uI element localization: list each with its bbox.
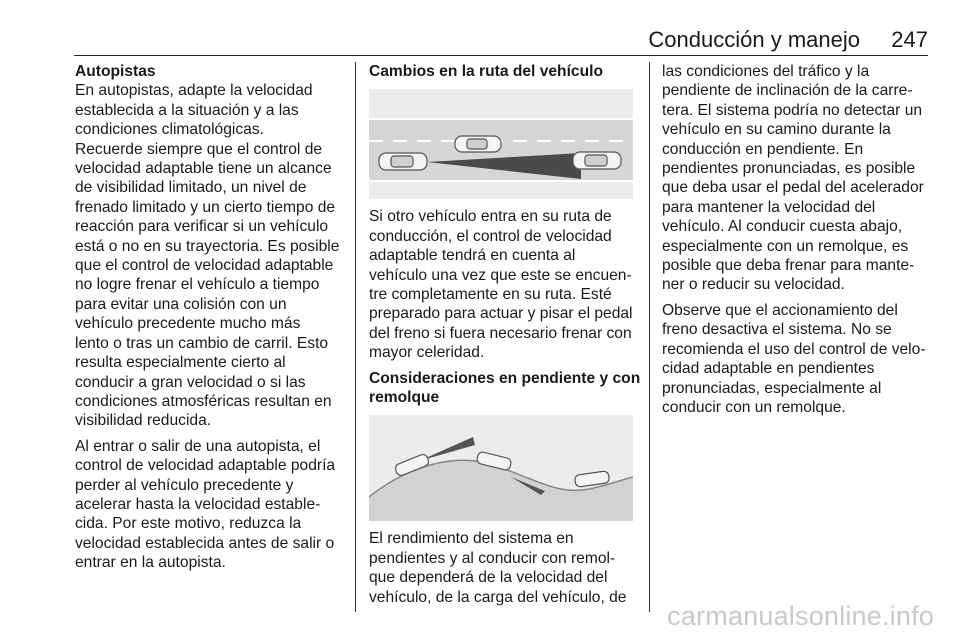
text-line: visibilidad reducida. (75, 412, 212, 430)
text-line: Observe que el accionamiento del (662, 301, 898, 319)
column-divider (355, 62, 356, 612)
car-own (379, 153, 427, 170)
text-line: vehículo precedente mucho más (75, 315, 301, 333)
paragraph (662, 301, 928, 417)
text-line: vehículo. Al conducir cuesta abajo, (662, 218, 903, 236)
text-line: cidad adaptable en pendientes (662, 360, 875, 378)
text-line: conducir a gran velocidad o si las (75, 373, 306, 391)
text-line: Consideraciones en pendiente y con (369, 369, 641, 387)
paragraph (75, 437, 345, 573)
text-line: pronunciadas, especialmente al (662, 379, 882, 397)
text-line: entrar en la autopista. (75, 554, 226, 572)
text-line: conducir con un remolque. (662, 398, 846, 416)
text-line: para mantener la velocidad del (662, 198, 876, 216)
text-line: mayor celeridad. (369, 344, 485, 362)
text-line: remolque (369, 389, 440, 407)
text-line: frenado limitado y un cierto tiempo de (75, 198, 336, 216)
column-1 (75, 62, 345, 579)
text-line: posible que deba frenar para mante- (662, 257, 915, 275)
text-line: velocidad adaptable tiene un alcance (75, 160, 332, 178)
car-merging (455, 136, 501, 152)
text-line: pendientes pronunciadas, es posible (662, 160, 916, 178)
page-header (74, 26, 928, 54)
text-line: vehículo, de la carga del vehículo, de (369, 588, 627, 606)
text-line: condiciones climatológicas. (75, 121, 264, 139)
text-line: que el control de velocidad adaptable (75, 257, 334, 275)
car-ahead (573, 152, 621, 169)
paragraph (662, 62, 928, 295)
text-line: vehículo una vez que este se encuen- (369, 266, 632, 284)
text-line: pendientes y al conducir con remol- (369, 549, 616, 567)
section-heading-cambios-ruta: Cambios en la ruta del vehículo (369, 63, 603, 80)
text-line: En autopistas, adapte la velocidad (75, 82, 313, 100)
lane-change-illustration (369, 89, 633, 199)
text-line: está o no en su trayectoria. Es posible (75, 237, 340, 255)
text-line: establecida a la situación y a las (75, 101, 299, 119)
text-line: cida. Por este motivo, reduzca la (75, 515, 302, 533)
column-2 (369, 62, 641, 613)
text-line: tre completamente en su ruta. Esté (369, 286, 612, 304)
column-3 (662, 62, 928, 423)
text-line: que deba usar el pedal del acelerador (662, 179, 924, 197)
text-line: ner o reducir su velocidad. (662, 276, 845, 294)
text-line: condiciones atmosféricas resultan en (75, 392, 332, 410)
section-heading-pendiente-remolque (369, 369, 641, 408)
text-line: freno desactiva el sistema. No se (662, 321, 892, 339)
paragraph (369, 207, 633, 362)
text-line: resulta especialmente cierto al (75, 354, 286, 372)
text-line: del freno si fuera necesario frenar con (369, 324, 632, 342)
text-line: Si otro vehículo entra en su ruta de (369, 208, 612, 226)
text-line: conducción en pendiente. En (662, 140, 864, 158)
text-line: que dependerá de la velocidad del (369, 569, 608, 587)
text-line: no logre frenar el vehículo a tiempo (75, 276, 320, 294)
text-line: pendiente de inclinación de la carre- (662, 82, 913, 100)
slope-trailer-illustration (369, 415, 633, 521)
text-line: perder al vehículo precedente y (75, 476, 294, 494)
text-line: velocidad establecida antes de salir o (75, 534, 335, 552)
paragraph (369, 529, 633, 607)
text-line: de visibilidad limitado, un nivel de (75, 179, 307, 197)
section-heading-autopistas: Autopistas (75, 63, 156, 80)
text-line: reacción para verificar si un vehículo (75, 218, 329, 236)
header-rule (74, 55, 928, 56)
text-line: para evitar una colisión con un (75, 295, 287, 313)
text-line: preparado para actuar y pisar el pedal (369, 305, 633, 323)
watermark: carmanualsonline.info (667, 601, 934, 631)
text-line: control de velocidad adaptable podría (75, 457, 336, 475)
text-line: vehículo en su camino durante la (662, 121, 891, 139)
text-line: lento o tras un cambio de carril. Esto (75, 334, 329, 352)
text-line: Recuerde siempre que el control de (75, 140, 323, 158)
text-line: tera. El sistema podría no detectar un (662, 101, 923, 119)
text-line: las condiciones del tráfico y la (662, 63, 870, 80)
column-divider (649, 62, 650, 612)
text-line: acelerar hasta la velocidad estable- (75, 495, 321, 513)
text-line: recomienda el uso del control de velo- (662, 340, 926, 358)
text-line: conducción, el control de velocidad (369, 227, 612, 245)
chapter-title: Conducción y manejo (648, 27, 860, 52)
text-line: adaptable tendrá en cuenta al (369, 247, 576, 265)
text-line: El rendimiento del sistema en (369, 530, 574, 548)
text-line: especialmente con un remolque, es (662, 237, 909, 255)
paragraph (75, 81, 345, 430)
page-number: 247 (891, 27, 928, 52)
text-line: Al entrar o salir de una autopista, el (75, 437, 321, 455)
